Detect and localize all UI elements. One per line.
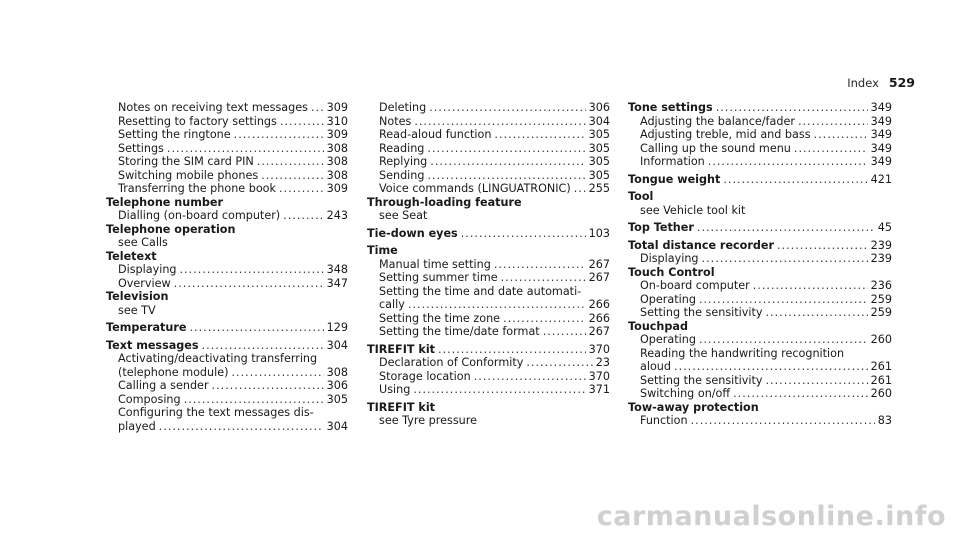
entry-label: Function (640, 414, 688, 427)
index-subentry (367, 298, 610, 312)
index-subentry (106, 128, 348, 142)
entry-label: Calling up the sound menu (640, 141, 791, 155)
index-subentry (106, 142, 348, 156)
index-term: Teletext (106, 249, 157, 263)
page-reference: 309 (326, 128, 348, 141)
index-subentry (106, 101, 348, 115)
page-reference: 349 (870, 128, 892, 141)
entry-label: Setting the sensitivity (640, 306, 763, 319)
index-term: Through-loading feature (367, 195, 522, 209)
entry-label: Displaying (640, 252, 699, 265)
page-reference: 260 (870, 333, 892, 346)
page-reference: 309 (326, 182, 348, 195)
index-reference: Activating/deactivating transferring (118, 352, 318, 365)
dot-leader (189, 321, 323, 335)
page-reference: 306 (326, 379, 348, 392)
dot-leader (691, 414, 875, 428)
index-term: Tool (628, 190, 654, 203)
index-subentry (106, 209, 348, 223)
entry-label: Adjusting the balance/fader (640, 114, 795, 128)
index-term: Telephone number (106, 195, 223, 209)
entry-label: Transferring the phone book (118, 182, 276, 195)
page-reference: 259 (870, 292, 892, 306)
index-term-entry (628, 173, 892, 187)
page-number: 529 (888, 75, 915, 90)
page-reference: 305 (588, 155, 610, 168)
index-reference: see Tyre pressure (379, 414, 477, 427)
entry-label: Calling a sender (118, 379, 209, 392)
page-reference: 305 (326, 392, 348, 406)
index-subentry (628, 414, 892, 428)
dot-leader (674, 360, 868, 374)
index-term: Touch Control (628, 265, 715, 279)
page-reference: 304 (326, 338, 348, 352)
dot-leader (723, 173, 867, 187)
index-subentry (106, 182, 348, 196)
dot-leader (494, 258, 586, 272)
dot-leader (234, 128, 324, 142)
entry-label: Operating (640, 333, 696, 346)
index-term: Telephone operation (106, 222, 236, 236)
page-reference: 349 (870, 114, 892, 128)
index-term: Top Tether (628, 221, 694, 234)
index-subentry (367, 142, 610, 156)
index-subentry (367, 356, 610, 370)
entry-label: Storing the SIM card PIN (118, 155, 254, 168)
dot-leader (494, 128, 585, 142)
index-reference: see Calls (118, 236, 168, 249)
index-subentry (367, 312, 610, 326)
dot-leader (429, 101, 585, 115)
entry-label: Switching on/off (640, 387, 731, 400)
index-term-entry (367, 227, 610, 241)
dot-leader (413, 383, 585, 397)
dot-leader (798, 115, 868, 129)
index-term-entry (628, 221, 892, 235)
dot-leader (777, 239, 868, 253)
page-reference: 308 (326, 141, 348, 155)
page-reference: 260 (870, 387, 892, 400)
entry-label: Using (379, 383, 411, 396)
page-reference: 103 (588, 226, 610, 240)
page-reference: 261 (870, 360, 892, 373)
index-subentry (106, 366, 348, 380)
page-reference: 370 (588, 369, 610, 383)
page-reference: 23 (595, 356, 610, 369)
dot-leader (699, 333, 868, 347)
dot-leader (574, 182, 586, 196)
page-reference: 267 (588, 271, 610, 284)
page-reference: 129 (326, 321, 348, 334)
index-term: Tow-away protection (628, 400, 759, 414)
entry-label: Switching mobile phones (118, 168, 259, 182)
entry-label: Read-aloud function (379, 128, 492, 141)
dot-leader (503, 312, 586, 326)
index-subentry (106, 169, 348, 183)
dot-leader (733, 387, 868, 401)
dot-leader (311, 101, 324, 115)
page-reference: 239 (870, 238, 892, 252)
page-reference: 305 (588, 128, 610, 141)
page-reference: 305 (588, 168, 610, 182)
index-term: TIREFIT kit (367, 400, 436, 414)
page-reference: 306 (588, 101, 610, 114)
index-term: TIREFIT kit (367, 342, 436, 356)
entry-label: Declaration of Conformity (379, 356, 524, 369)
dot-leader (408, 298, 586, 312)
entry-label: Manual time setting (379, 257, 491, 271)
dot-leader (438, 343, 586, 357)
dot-leader (427, 169, 585, 183)
entry-label: Information (640, 155, 705, 168)
page-reference: 259 (870, 306, 892, 319)
page-reference: 304 (588, 114, 610, 128)
page-reference: 239 (870, 252, 892, 265)
index-subentry (628, 279, 892, 293)
page-reference: 370 (588, 342, 610, 356)
page-reference: 349 (870, 101, 892, 114)
page-reference: 243 (326, 209, 348, 222)
entry-label: Setting the time/date format (379, 325, 540, 338)
page-reference: 305 (588, 141, 610, 155)
index-subentry (106, 277, 348, 291)
entry-label: Setting the sensitivity (640, 373, 763, 387)
dot-leader (702, 252, 868, 266)
dot-leader (167, 142, 324, 156)
dot-leader (280, 115, 324, 129)
page-reference: 371 (588, 383, 610, 396)
index-subentry (628, 360, 892, 374)
dot-leader (753, 279, 868, 293)
dot-leader (202, 339, 324, 353)
page-reference: 83 (877, 414, 892, 427)
index-subentry (106, 420, 348, 434)
dot-leader (461, 227, 586, 241)
page-reference: 236 (870, 279, 892, 292)
index-column-2 (367, 101, 610, 428)
page-reference: 309 (326, 101, 348, 114)
index-term-entry (628, 101, 892, 115)
index-reference: Configuring the text messages dis- (118, 406, 314, 419)
index-term: Tongue weight (628, 172, 721, 186)
entry-label: On-board computer (640, 279, 750, 292)
page-reference: 348 (326, 263, 348, 276)
index-subentry (367, 383, 610, 397)
index-subentry (106, 155, 348, 169)
index-column-3 (628, 101, 892, 428)
dot-leader (180, 263, 324, 277)
dot-leader (543, 325, 586, 339)
dot-leader (501, 271, 586, 285)
dot-leader (283, 209, 323, 223)
dot-leader (794, 142, 868, 156)
index-subentry (628, 293, 892, 307)
index-subentry (367, 370, 610, 384)
entry-label: played (118, 419, 156, 433)
dot-leader (766, 374, 868, 388)
index-subentry (367, 128, 610, 142)
index-term-entry (628, 239, 892, 253)
index-subentry (106, 263, 348, 277)
dot-leader (716, 101, 868, 115)
watermark: carmanualsonline.info (596, 500, 946, 532)
dot-leader (261, 169, 323, 183)
entry-label: Storage location (379, 369, 471, 383)
dot-leader (526, 356, 592, 370)
index-reference: Setting the time and date automati- (379, 284, 582, 298)
page-reference: 310 (326, 114, 348, 128)
index-subentry (628, 142, 892, 156)
index-subentry (367, 155, 610, 169)
entry-label: Resetting to factory settings (118, 114, 277, 128)
entry-label: Settings (118, 141, 164, 155)
index-subentry (628, 333, 892, 347)
page-reference: 267 (588, 257, 610, 271)
page-header (847, 76, 915, 91)
index-subentry (628, 306, 892, 320)
index-column-1 (106, 101, 348, 433)
entry-label: Operating (640, 292, 696, 306)
dot-leader (814, 128, 868, 142)
dot-leader (427, 142, 585, 156)
dot-leader (257, 155, 324, 169)
page-reference: 349 (870, 155, 892, 168)
index-term: Television (106, 290, 169, 303)
entry-label: Sending (379, 168, 425, 182)
index-subentry (628, 374, 892, 388)
page-reference: 255 (588, 182, 610, 195)
index-term: Temperature (106, 321, 187, 334)
index-reference: see Seat (379, 209, 428, 222)
dot-leader (430, 155, 585, 169)
entry-label: Voice commands (LINGUATRONIC) (379, 182, 571, 195)
entry-label: cally (379, 298, 405, 311)
entry-label: Setting the ringtone (118, 128, 231, 141)
dot-leader (184, 393, 324, 407)
dot-leader (699, 293, 868, 307)
index-subentry (367, 182, 610, 196)
index-subentry (628, 252, 892, 266)
entry-label: Notes on receiving text messages (118, 101, 308, 114)
index-reference: see TV (118, 303, 156, 317)
dot-leader (212, 379, 324, 393)
entry-label: Dialling (on-board computer) (118, 209, 281, 222)
index-term-entry (367, 343, 610, 357)
index-reference: see Vehicle tool kit (640, 203, 746, 217)
page-reference: 266 (588, 311, 610, 325)
dot-leader (474, 370, 586, 384)
page-reference: 266 (588, 298, 610, 311)
page-reference: 347 (326, 276, 348, 290)
index-subentry (628, 128, 892, 142)
index-subentry (628, 387, 892, 401)
index-subentry (367, 271, 610, 285)
index-term: Time (367, 244, 398, 257)
page-reference: 308 (326, 365, 348, 379)
entry-label: Displaying (118, 263, 177, 276)
index-term-entry (106, 321, 348, 335)
page-reference: 261 (870, 373, 892, 387)
page-reference: 267 (588, 325, 610, 338)
page-reference: 45 (877, 221, 892, 234)
index-subentry (628, 115, 892, 129)
entry-label: Deleting (379, 101, 427, 114)
section-title: Index (847, 76, 879, 90)
index-term: Touchpad (628, 319, 688, 333)
index-term: Tone settings (628, 101, 713, 114)
index-term-entry (106, 339, 348, 353)
index-term: Text messages (106, 338, 199, 352)
dot-leader (766, 306, 868, 320)
index-reference: Reading the handwriting recognition (640, 346, 845, 360)
entry-label: Replying (379, 155, 428, 168)
page-reference: 308 (326, 168, 348, 182)
dot-leader (414, 115, 585, 129)
dot-leader (279, 182, 324, 196)
page-reference: 349 (870, 141, 892, 155)
entry-label: aloud (640, 360, 672, 373)
index-term: Tie-down eyes (367, 226, 458, 240)
index-subentry (367, 115, 610, 129)
index-term: Total distance recorder (628, 238, 774, 252)
index-subentry (106, 115, 348, 129)
entry-label: Overview (118, 276, 171, 290)
dot-leader (708, 155, 868, 169)
index-subentry (106, 379, 348, 393)
index-subentry (628, 155, 892, 169)
entry-label: Notes (379, 114, 412, 128)
index-subentry (367, 169, 610, 183)
entry-label: Composing (118, 392, 181, 406)
entry-label: Adjusting treble, mid and bass (640, 128, 811, 141)
dot-leader (159, 420, 324, 434)
page-reference: 304 (326, 419, 348, 433)
entry-label: Setting summer time (379, 271, 498, 284)
index-subentry (367, 325, 610, 339)
entry-label: Reading (379, 141, 425, 155)
index-subentry (106, 393, 348, 407)
dot-leader (174, 277, 324, 291)
dot-leader (231, 366, 323, 380)
index-subentry (367, 258, 610, 272)
entry-label: (telephone module) (118, 365, 229, 379)
page-reference: 421 (870, 172, 892, 186)
entry-label: Setting the time zone (379, 311, 501, 325)
index-subentry (367, 101, 610, 115)
dot-leader (697, 221, 875, 235)
page-reference: 308 (326, 155, 348, 168)
